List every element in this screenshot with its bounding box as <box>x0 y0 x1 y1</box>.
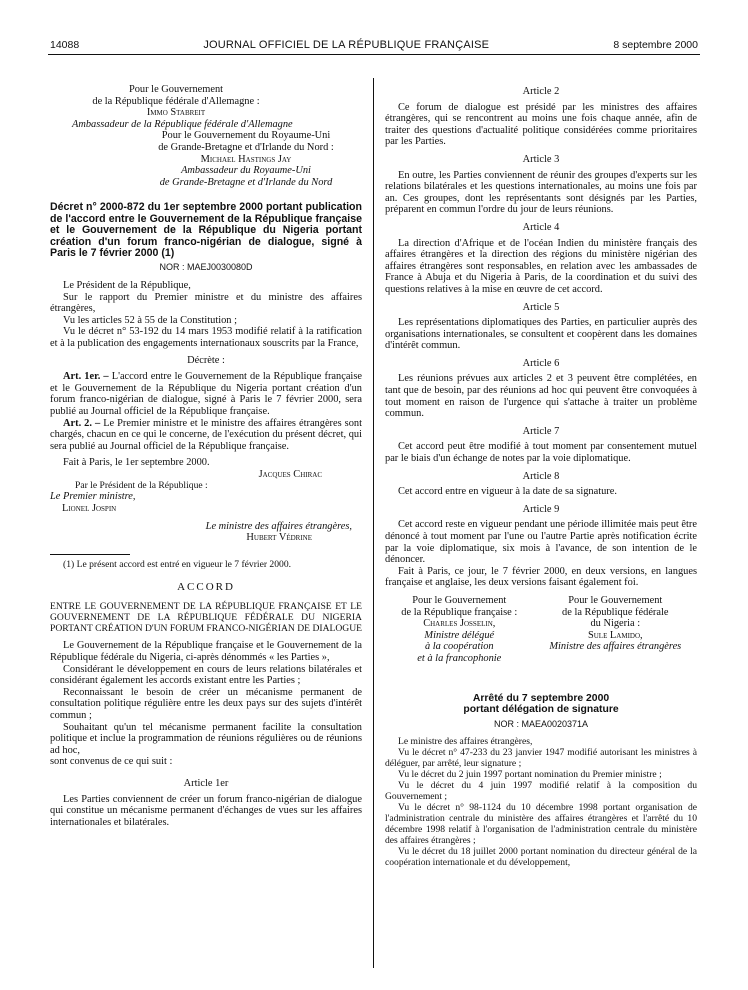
article7-text: Cet accord peut être modifié à tout moment par consentement mutuel par le biais d'un échange de notes par la voie diplomatique. <box>385 441 697 465</box>
decree-vu2: Vu le décret n° 53-192 du 14 mars 1953 modifié relatif à la ratification et à la publication des engagements internationaux souscrits par la France, <box>50 326 362 349</box>
arrete-vu1: Vu le décret n° 47-233 du 23 janvier 1947 modifié autorisant les ministres à déléguer, par arrêté, leur signature ; <box>385 747 697 770</box>
article6-heading: Article 6 <box>522 357 560 369</box>
article3-text: En outre, les Parties conviennent de réunir des groupes d'experts sur les relations bilatérales et les questions internationales, au moins une fois par an. Ces groupes, dont les représentants sont désignés par les Parties, préparent en commun l'ordre du jour de leurs réunions. <box>385 169 697 216</box>
sign-line1: Pour le Gouvernement <box>568 594 663 606</box>
article4-heading: Article 4 <box>522 221 560 233</box>
accord-p2: Considérant le développement en cours de leurs relations bilatérales et considérant également les accords existant entre les Parties ; <box>50 663 362 687</box>
decree-fait: Fait à Paris, le 1er septembre 2000. <box>63 457 210 469</box>
article9-heading: Article 9 <box>522 503 560 515</box>
sig-uk-line1: Pour le Gouvernement du Royaume-Uni <box>161 130 331 142</box>
sig-de-line1: Pour le Gouvernement <box>128 84 224 95</box>
sigf-role3: et à la francophonie <box>417 652 502 664</box>
sig-uk-role1: Ambassadeur du Royaume-Uni <box>181 165 311 177</box>
art1-label: Art. 1er. – <box>63 371 109 383</box>
page-header <box>50 35 698 51</box>
sign-name: Sule Lamido, <box>587 629 643 641</box>
arrete-vu4: Vu le décret n° 98-1124 du 10 décembre 1998 portant organisation de l'administration centrale du ministère des affaires étrangères et l'arrêté du 10 décembre 1998 relatif à l'organisation de l'administration centrale du ministère des affaires étrangères ; <box>385 802 697 847</box>
decree-nor: NOR : MAEJ0030080D <box>159 262 253 273</box>
signature-france <box>385 595 534 665</box>
decree-art1 <box>50 371 362 417</box>
left-column <box>50 84 362 828</box>
sigf-role2: à la coopération <box>424 641 494 653</box>
issue-date: 8 septembre 2000 <box>613 39 698 51</box>
sign-line3: du Nigeria : <box>590 618 641 630</box>
article1-text: Les Parties conviennent de créer un forum franco-nigérian de dialogue qui constitue un mécanisme permanent d'échanges de vues sur les affaires internationales et bilatérales. <box>50 793 362 828</box>
sigf-line2: de la République française : <box>401 606 518 618</box>
accord-heading: ACCORD <box>177 580 235 593</box>
decree-decrete: Décrète : <box>187 354 225 366</box>
accord-p3: Reconnaissant le besoin de créer un mécanisme permanent de consultation politique régulière entre les deux pays sur des sujets d'intérêt commun ; <box>50 686 362 721</box>
sig-de-line2: de la République fédérale d'Allemagne : <box>92 95 260 107</box>
article5-heading: Article 5 <box>522 301 560 313</box>
header-rule <box>48 54 700 55</box>
accord-signatures <box>385 595 697 665</box>
arrete-minister: Le ministre des affaires étrangères, <box>398 736 533 748</box>
article7-heading: Article 7 <box>522 425 560 437</box>
art2-label: Art. 2. – <box>63 417 101 429</box>
sigf-name: Charles Josselin, <box>423 618 496 630</box>
arrete-nor: NOR : MAEA0020371A <box>493 718 589 729</box>
decree-rapport: Sur le rapport du Premier ministre et du ministre des affaires étrangères, <box>50 291 362 315</box>
article8-heading: Article 8 <box>522 470 560 482</box>
article1-heading: Article 1er <box>183 777 229 789</box>
article4-text: La direction d'Afrique et de l'océan Indien du ministère français des affaires étrangères et la direction des régions du ministère nigérian des affaires étrangères sont responsables, en relation avec les ambassades de France à Abuja et du Nigeria à Paris, de la coordination et du suivi des questions relatives à la mise en œuvre de cet accord. <box>385 237 697 295</box>
signature-vedrine: Hubert Védrine <box>246 532 312 544</box>
sig-uk-block <box>130 130 362 188</box>
sig-uk-role2: de Grande-Bretagne et d'Irlande du Nord <box>159 176 333 188</box>
article2-text: Ce forum de dialogue est présidé par les ministres des affaires étrangères, qui se rencontrent au moins une fois chaque année, afin de traiter des questions d'actualité politique considérées comme prioritaires par les Parties. <box>385 101 697 148</box>
article8-text: Cet accord entre en vigueur à la date de sa signature. <box>398 486 617 498</box>
sig-de-name: Immo Stabreit <box>146 107 206 119</box>
sign-line2: de la République fédérale <box>562 606 669 618</box>
sigf-line1: Pour le Gouvernement <box>412 594 507 606</box>
sig-de-role: Ambassadeur de la République fédérale d'Allemagne <box>72 118 293 130</box>
arrete-vu5: Vu le décret du 18 juillet 2000 portant nomination du directeur général de la coopération internationale et du développement, <box>385 846 697 869</box>
journal-title: JOURNAL OFFICIEL DE LA RÉPUBLIQUE FRANÇAISE <box>203 39 490 51</box>
page-number: 14088 <box>50 39 80 51</box>
footnote-rule <box>50 554 130 555</box>
ministre-ae: Le ministre des affaires étrangères, <box>205 520 352 532</box>
decree-vu1: Vu les articles 52 à 55 de la Constitution ; <box>63 314 237 326</box>
arrete-vu3: Vu le décret du 4 juin 1997 modifié relatif à la composition du Gouvernement ; <box>385 780 697 803</box>
decree-president: Le Président de la République, <box>63 279 191 291</box>
accord-p1: Le Gouvernement de la République française et le Gouvernement de la République fédérale du Nigeria, ci-après dénommés « les Parties », <box>50 640 362 664</box>
signature-nigeria <box>534 595 697 665</box>
sig-uk-name: Michael Hastings Jay <box>200 153 292 165</box>
accord-p5: sont convenus de ce qui suit : <box>50 756 173 768</box>
accord-title: ENTRE LE GOUVERNEMENT DE LA RÉPUBLIQUE FRANÇAISE ET LE GOUVERNEMENT DE LA RÉPUBLIQUE FÉDÉRALE DU NIGERIA PORTANT CRÉATION D'UN FORUM FRANCO-NIGÉRIAN DE DIALOGUE <box>50 601 363 635</box>
decree-title: Décret n° 2000-872 du 1er septembre 2000 portant publication de l'accord entre le Gouvernement de la République française et le Gouvernement de la République du Nigeria portant création d'un forum franco-nigérian de dialogue, signé à Paris le 7 février 2000 (1) <box>50 201 362 259</box>
signature-chirac: Jacques Chirac <box>258 468 322 480</box>
sig-uk-line2: de Grande-Bretagne et d'Irlande du Nord : <box>158 141 334 153</box>
article5-text: Les représentations diplomatiques des Parties, en particulier auprès des organisations internationales, se consultent et coopèrent dans les domaines d'intérêt commun. <box>385 317 697 352</box>
sign-role: Ministre des affaires étrangères <box>549 641 682 653</box>
accord-p4: Souhaitant qu'un tel mécanisme permanent facilite la consultation politique et inclue la programmation de réunions régulières ou de réunions ad hoc, <box>50 721 362 756</box>
premier-ministre: Le Premier ministre, <box>50 491 136 503</box>
article9-text: Cet accord reste en vigueur pendant une période illimitée mais peut être dénoncé à tout moment par l'une ou l'autre Partie après notification écrite par la voie diplomatique, six mois à l'avance, de son intention de le dénoncer. <box>385 519 697 566</box>
art2-text: Le Premier ministre et le ministre des affaires étrangères sont chargés, chacun en ce qui le concerne, de l'exécution du présent décret, qui sera publié au Journal officiel de la République française. <box>50 417 362 452</box>
signature-jospin: Lionel Jospin <box>62 503 117 515</box>
column-divider <box>373 78 374 968</box>
right-column <box>385 84 697 868</box>
article3-heading: Article 3 <box>522 153 560 165</box>
par-president: Par le Président de la République : <box>75 480 208 492</box>
accord-fait: Fait à Paris, ce jour, le 7 février 2000, en deux versions, en langues française et anglaise, les deux versions faisant également foi. <box>385 565 697 589</box>
decree-art2 <box>50 418 362 453</box>
art1-text: L'accord entre le Gouvernement de la République française et le Gouvernement de la République du Nigeria portant création d'un forum franco-nigérian de dialogue, signé à Paris le 7 février 2000, sera publié au Journal officiel de la République française. <box>50 371 362 417</box>
sigf-role1: Ministre délégué <box>424 629 495 641</box>
arrete-vu2: Vu le décret du 2 juin 1997 portant nomination du Premier ministre ; <box>398 769 662 781</box>
arrete-title-1: Arrêté du 7 septembre 2000 <box>472 692 610 704</box>
footnote: (1) Le présent accord est entré en vigueur le 7 février 2000. <box>63 558 292 570</box>
arrete-title-2: portant délégation de signature <box>463 704 619 716</box>
article2-heading: Article 2 <box>522 86 560 97</box>
article6-text: Les réunions prévues aux articles 2 et 3 peuvent être complétées, en tant que de besoin, par des réunions ad hoc qui peuvent être convoquées à tout moment en raison de l'urgence qui s'attache à traiter un problème commun. <box>385 373 697 420</box>
